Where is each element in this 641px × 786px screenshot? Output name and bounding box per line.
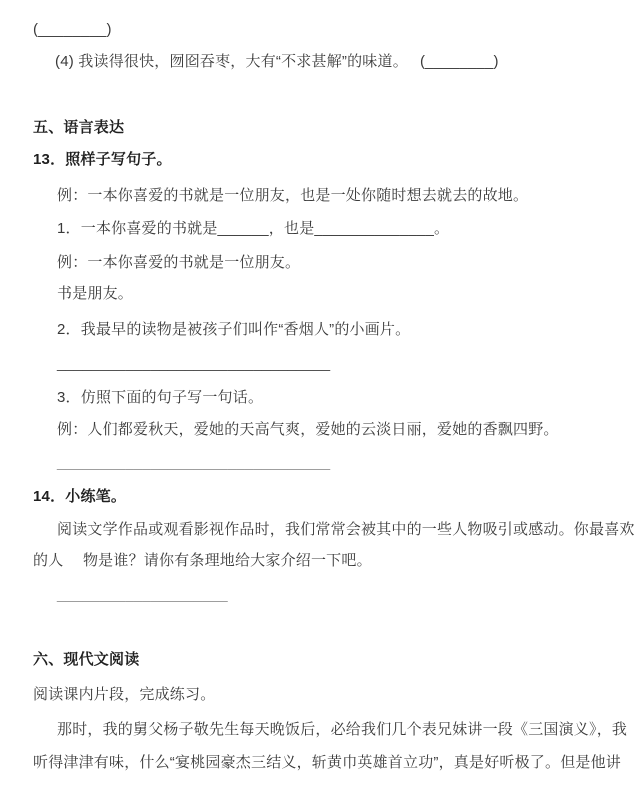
passage-line-2: 听得津津有味，什么“宴桃园豪杰三结义，斩黄巾英雄首立功”，真是好听极了。但是他讲 <box>33 754 621 771</box>
question-14-heading: 14．小练笔。 <box>33 488 127 505</box>
section-heading-6: 六、现代文阅读 <box>33 651 140 668</box>
example-sentence-3: 例：人们都爱秋天，爱她的天高气爽，爱她的云淡日丽，爱她的香飘四野。 <box>57 421 559 438</box>
sample-answer: 书是朋友。 <box>57 285 134 302</box>
reading-instruction: 阅读课内片段，完成练习。 <box>33 686 216 703</box>
answer-line-2: ________________________________ <box>57 454 331 471</box>
question-13-heading: 13．照样子写句子。 <box>33 151 172 168</box>
answer-line-3: ____________________ <box>57 586 228 603</box>
question-4-item: (4) 我读得很快，囫囵吞枣，大有“不求甚解”的味道。 (________) <box>55 53 499 70</box>
prompt-paragraph-line-1: 阅读文学作品或观看影视作品时，我们常常会被其中的一些人物吸引或感动。你最喜欢 <box>57 521 635 538</box>
answer-line-1: ________________________________ <box>57 355 331 372</box>
answer-blank-standalone: (________) <box>33 21 112 38</box>
example-sentence-1: 例：一本你喜爱的书就是一位朋友，也是一处你随时想去就去的故地。 <box>57 187 529 204</box>
prompt-paragraph-line-2: 的人 物是谁？请你有条理地给大家介绍一下吧。 <box>33 552 372 569</box>
passage-line-1: 那时，我的舅父杨子敬先生每天晚饭后，必给我们几个表兄妹讲一段《三国演义》，我 <box>57 721 628 738</box>
sentence-2: 2．我最早的读物是被孩子们叫作“香烟人”的小画片。 <box>57 321 411 338</box>
example-sentence-2: 例：一本你喜爱的书就是一位朋友。 <box>57 254 301 271</box>
sentence-3: 3．仿照下面的句子写一句话。 <box>57 389 264 406</box>
fill-in-sentence-1: 1．一本你喜爱的书就是______，也是______________。 <box>57 220 450 237</box>
section-heading-5: 五、语言表达 <box>33 119 125 136</box>
